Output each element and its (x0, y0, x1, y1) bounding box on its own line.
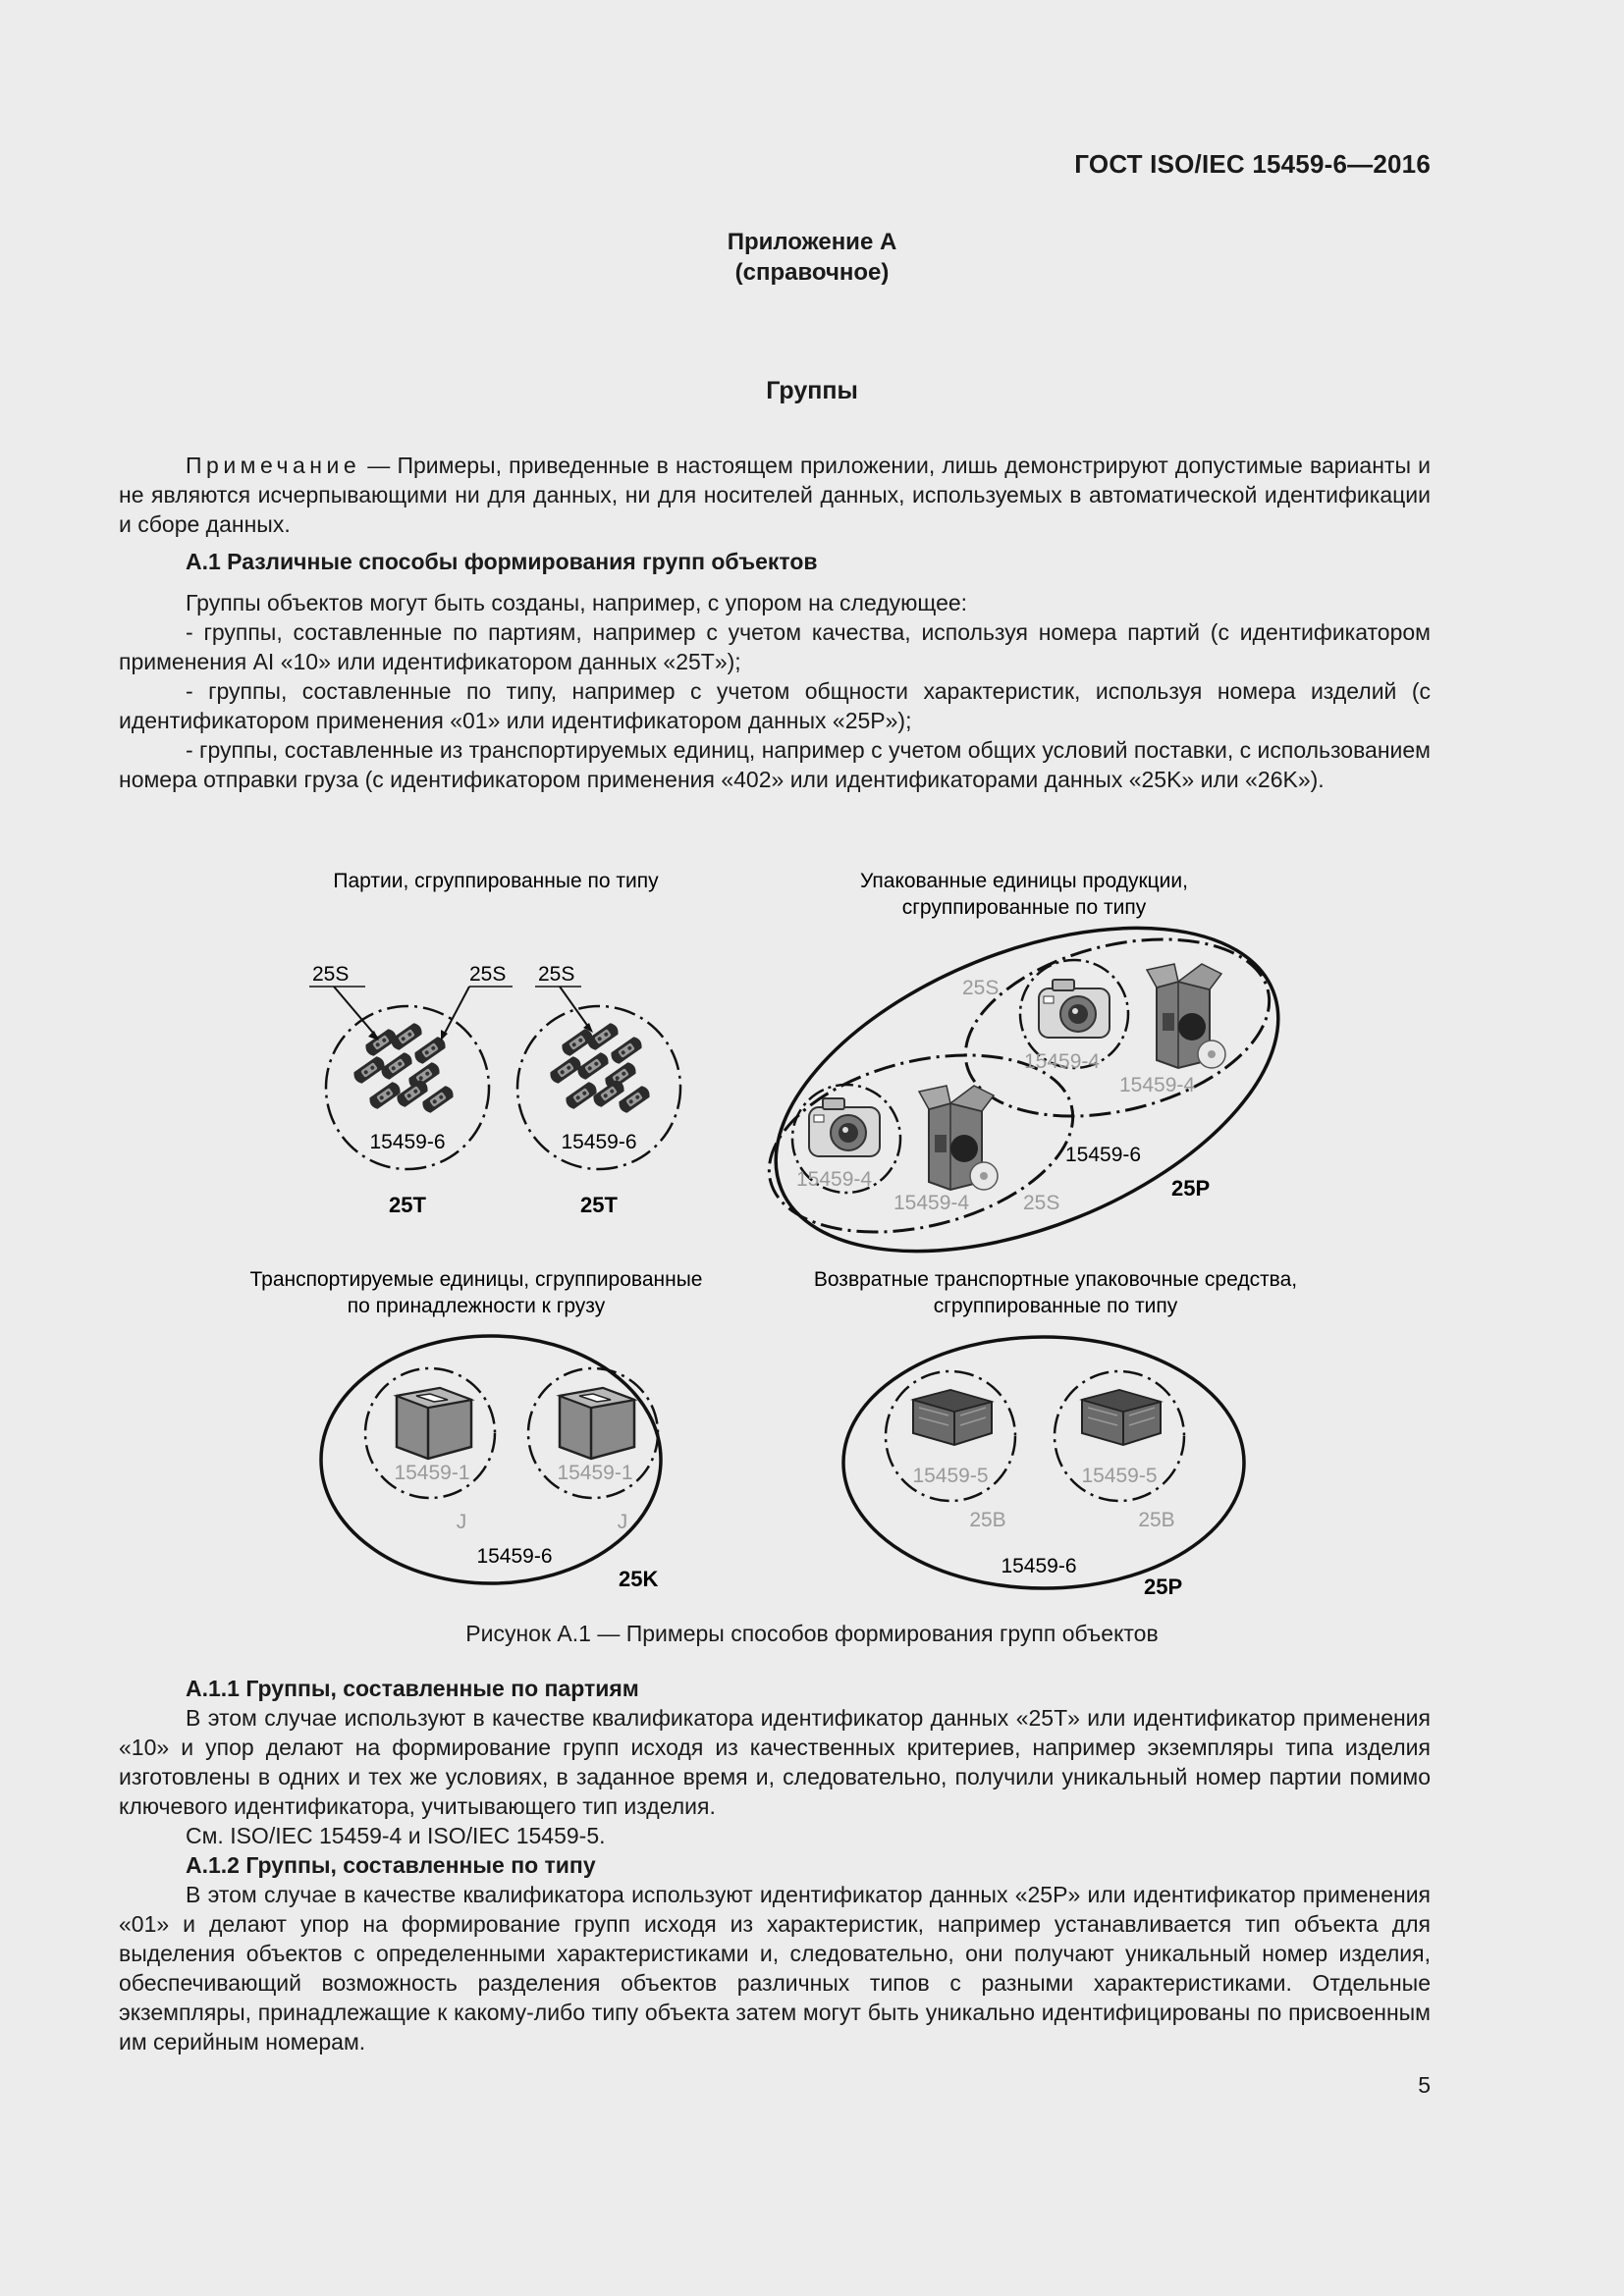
p1-code-b: 15459-6 (561, 1131, 637, 1153)
p2-code-tl: 15459-4 (1024, 1050, 1101, 1073)
p2-code-bl: 15459-4 (796, 1168, 873, 1191)
p3-j-a: J (456, 1511, 467, 1533)
p1-tags-a (352, 1022, 456, 1115)
a1-item-2: - группы, составленные по типу, например с учетом общности характеристик, используя номера изделий (с идентификатором применения «01» или идентификатором данных «25P»); (119, 678, 1431, 733)
p4-label-25p: 25P (1144, 1575, 1183, 1599)
p2-title-line2: сгруппированные по типу (901, 896, 1147, 919)
p3-code-outer: 15459-6 (476, 1545, 553, 1568)
p2-title-line1: Упакованные единицы продукции, (860, 870, 1188, 892)
p3-carton-icon-a (397, 1388, 471, 1459)
p3-code-a: 15459-1 (394, 1462, 470, 1484)
note-paragraph (119, 451, 1431, 539)
a11-text: В этом случае используют в качестве квалификатора идентификатор данных «25T» или идентификатор применения «10» и упор делают на формирование групп исходя из качественных критериев, например экземпляры типа изделия изготовлены в одних и тех же условиях, в заданное время и, следовательно, получили уникальный номер партии помимо ключевого идентификатора, учитывающего тип изделия. (119, 1705, 1431, 1819)
p4-title-line1: Возвратные транспортные упаковочные средства, (813, 1268, 1298, 1291)
p1-label-25s-c: 25S (538, 963, 575, 986)
a1-intro: Группы объектов могут быть созданы, например, с упором на следующее: (186, 590, 968, 615)
p2-outer-ellipse (730, 863, 1325, 1316)
page-number: 5 (1418, 2072, 1431, 2098)
p4-crate-icon-b (1082, 1390, 1161, 1445)
p2-code-tr: 15459-4 (1119, 1074, 1196, 1096)
figure-a1 (0, 854, 1624, 1629)
p4-title-line2: сгруппированные по типу (933, 1295, 1178, 1317)
figure-caption: Рисунок А.1 — Примеры способов формирования групп объектов (465, 1621, 1159, 1646)
p4-code-outer: 15459-6 (1001, 1555, 1077, 1577)
p1-label-25t-b: 25T (580, 1193, 618, 1217)
p1-arrow-a (334, 987, 378, 1039)
p3-carton-icon-b (560, 1388, 634, 1459)
a11-see: См. ISO/IEC 15459-4 и ISO/IEC 15459-5. (186, 1823, 606, 1848)
p3-j-b: J (617, 1511, 628, 1533)
a12-heading: А.1.2 Группы, составленные по типу (186, 1852, 596, 1878)
a11-heading: А.1.1 Группы, составленные по партиям (186, 1676, 639, 1701)
a1-item-1: - группы, составленные по партиям, например с учетом качества, используя номера партий (с идентификатором применения AI «10» или идентификатором данных «25T»); (119, 619, 1431, 674)
p4-crate-icon-a (913, 1390, 992, 1445)
p1-tags-b (548, 1022, 652, 1115)
p4-25b-b: 25B (1138, 1509, 1175, 1531)
note-text: — Примеры, приведенные в настоящем приложении, лишь демонстрируют допустимые варианты и не являются исчерпывающими ни для данных, ни для носителей данных, используемых в автоматической идентификации и сборе данных. (119, 453, 1431, 537)
p3-title-line2: по принадлежности к грузу (347, 1295, 606, 1317)
p1-arrow-c (560, 987, 591, 1031)
p2-camera-box-icon-top (1147, 964, 1225, 1068)
p2-code-outer: 15459-6 (1065, 1144, 1142, 1166)
p3-title-line1: Транспортируемые единицы, сгруппированные (249, 1268, 703, 1291)
appendix-subtitle: (справочное) (734, 259, 890, 286)
a1-item-3: - группы, составленные из транспортируемых единиц, например с учетом общих условий поставки, с использованием номера отправки груза (с идентификатором применения «402» или идентификаторами данных «25K» или «26K»). (119, 737, 1431, 792)
p1-label-25t-a: 25T (389, 1193, 426, 1217)
a12-text: В этом случае в качестве квалификатора используют идентификатор данных «25P» или идентификатор применения «01» и делают упор на формирование групп исходя из характеристик, например устанавливается тип объекта для выделения объектов с определенными характеристиками и, следовательно, они получают уникальный номер изделия, обеспечивающий возможность разделения объектов различных типов с разными характеристиками. Отдельные экземпляры, принадлежащие к какому-либо типу объекта затем могут быть уникально идентифицированы по присвоенным им серийным номерам. (119, 1882, 1431, 2055)
p2-code-br: 15459-4 (893, 1192, 970, 1214)
p4-outer-ellipse (843, 1337, 1244, 1588)
p1-code-a: 15459-6 (369, 1131, 446, 1153)
upper-body (119, 451, 1431, 794)
p2-camera-icon-top (1039, 980, 1110, 1038)
p1-title: Партии, сгруппированные по типу (333, 870, 659, 892)
p1-label-25s-b: 25S (469, 963, 507, 986)
lower-body (119, 1674, 1431, 2056)
p3-label-25k: 25K (619, 1567, 659, 1591)
appendix-title: Приложение А (727, 229, 897, 255)
p2-camera-box-icon-bottom (919, 1086, 998, 1190)
standard-designation: ГОСТ ISO/IEC 15459-6—2016 (1074, 149, 1431, 179)
section-title: Группы (766, 377, 858, 404)
p4-code-a: 15459-5 (912, 1465, 989, 1487)
note-label: Примечание (186, 453, 361, 478)
p2-label-25s-bottom: 25S (1023, 1192, 1060, 1214)
a1-heading: А.1 Различные способы формирования групп объектов (186, 549, 818, 574)
p2-camera-icon-bottom (809, 1098, 880, 1156)
p2-label-25s-top: 25S (962, 977, 1000, 999)
p2-label-25p: 25P (1171, 1176, 1211, 1201)
appendix-heading (0, 227, 1624, 288)
p3-code-b: 15459-1 (557, 1462, 633, 1484)
p4-25b-a: 25B (969, 1509, 1006, 1531)
p1-label-25s-a: 25S (312, 963, 350, 986)
p4-code-b: 15459-5 (1081, 1465, 1158, 1487)
